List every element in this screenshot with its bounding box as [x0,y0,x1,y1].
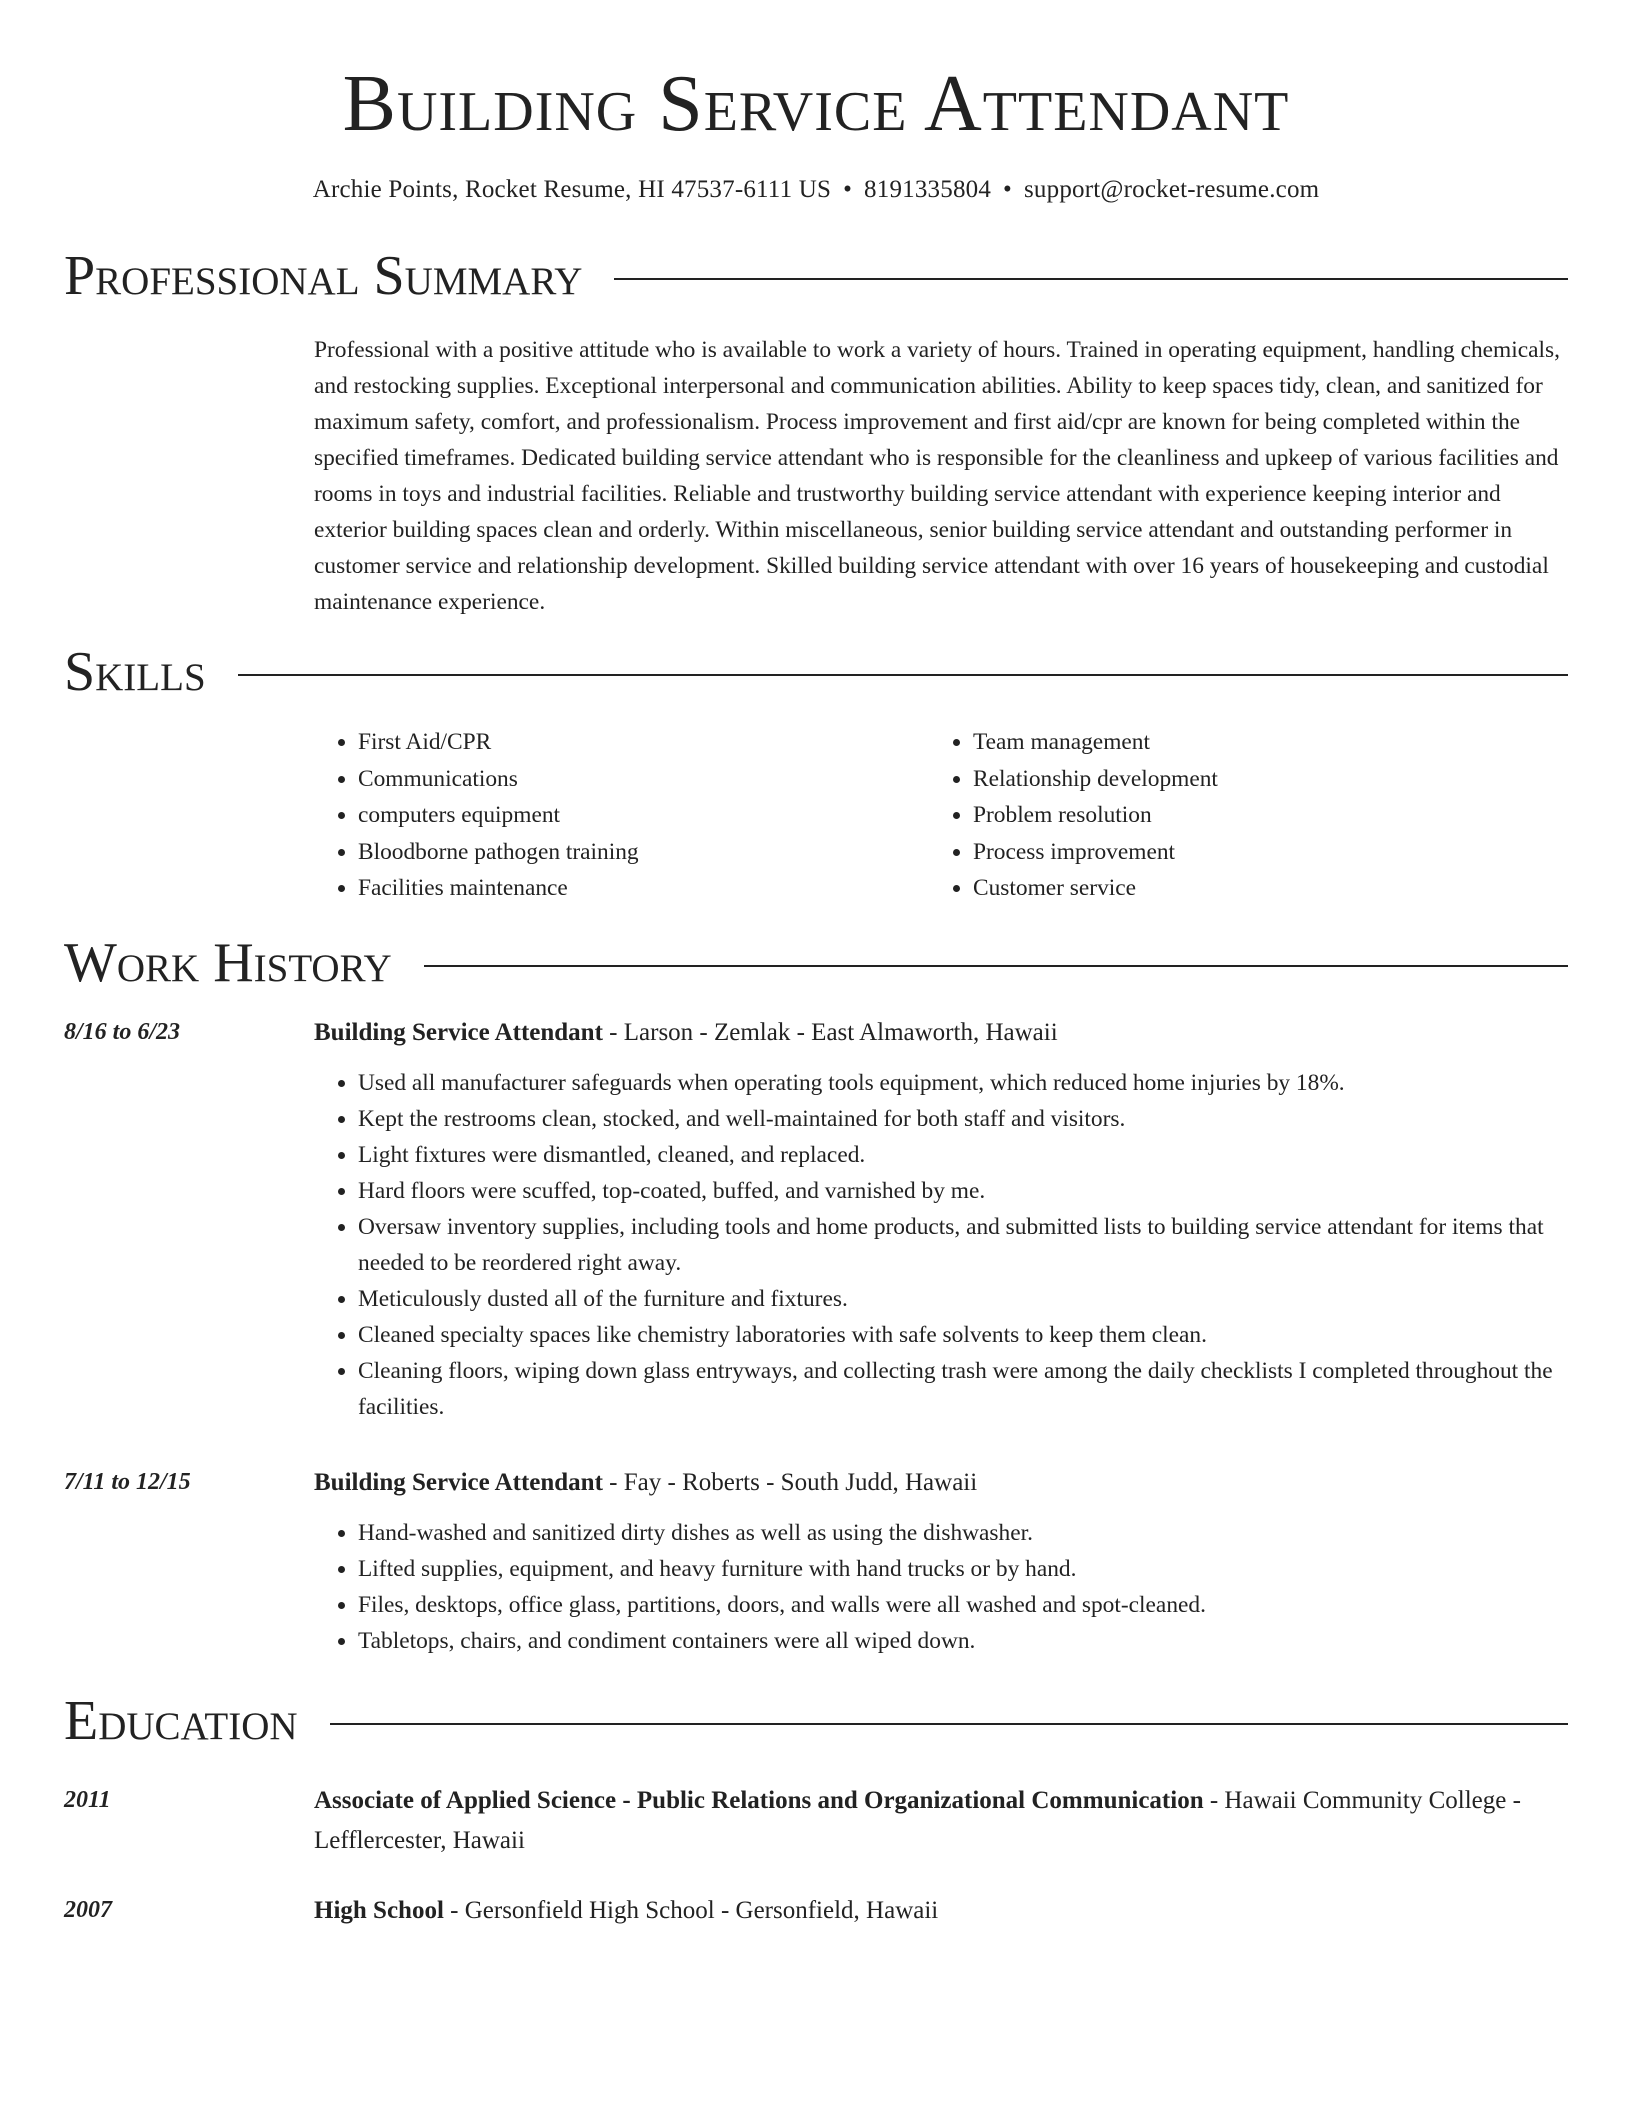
education-section-header [64,1685,1568,1757]
skill-item: • First Aid/CPR [358,724,929,761]
job-dates: 7/11 to 12/15 [64,1468,191,1495]
education-entry [64,1891,1568,1931]
contact-line [64,174,1568,206]
job-title: Building Service Attendant [314,1468,603,1496]
job-bullet: • Meticulously dusted all of the furniture and fixtures. [358,1281,1568,1317]
job-entry [64,1013,1568,1425]
education-degree: High School [314,1896,444,1924]
job-bullets [314,1515,1568,1659]
job-bullet: • Lifted supplies, equipment, and heavy furniture with hand trucks or by hand. [358,1551,1568,1587]
education-school: - Hawaii Community College - Lefflercester, Hawaii [314,1786,1521,1854]
skill-item: • Problem resolution [973,797,1544,834]
job-bullet: • Used all manufacturer safeguards when operating tools equipment, which reduced home injuries by 18%. [358,1065,1568,1101]
job-bullet: • Files, desktops, office glass, partitions, doors, and walls were all washed and spot-cleaned. [358,1587,1568,1623]
skill-item: • Customer service [973,870,1544,907]
skills-section-header [64,636,1568,708]
skills-list [314,724,1568,907]
education-school: - Gersonfield High School - Gersonfield, Hawaii [443,1896,939,1924]
contact-separator: • [1003,176,1012,203]
skills-column-right [929,724,1544,907]
skill-item: • Relationship development [973,761,1544,798]
education-year: 2007 [64,1896,112,1923]
skills-heading: Skills [64,641,206,703]
section-divider [238,674,1568,676]
skill-item: • computers equipment [358,797,929,834]
job-bullet: • Cleaned specialty spaces like chemistry laboratories with safe solvents to keep them clean. [358,1317,1568,1353]
education-details [314,1891,1568,1931]
job-dates: 8/16 to 6/23 [64,1018,181,1045]
education-details [314,1781,1568,1861]
job-heading [314,1013,1568,1053]
skill-item: • Communications [358,761,929,798]
contact-email: support@rocket-resume.com [1024,176,1320,203]
job-title: Building Service Attendant [314,1018,603,1046]
summary-section [314,332,1568,620]
summary-heading: Professional Summary [64,245,583,307]
job-bullet: • Kept the restrooms clean, stocked, and well-maintained for both staff and visitors. [358,1101,1568,1137]
job-company: - Larson - Zemlak - East Almaworth, Hawaii [602,1018,1058,1046]
job-details [314,1463,1568,1659]
summary-text: Professional with a positive attitude who is available to work a variety of hours. Trained in operating equipment, handling chemicals, and restocking supplies. Exceptional interpersonal and communication abilities. Ability to keep spaces tidy, clean, and sanitized for maximum safety, comfort, and professionalism. Process improvement and first aid/cpr are known for being completed within the specified timeframes. Dedicated building service attendant who is responsible for the cleanliness and upkeep of various facilities and rooms in toys and industrial facilities. Reliable and trustworthy building service attendant with experience keeping interior and exterior building spaces clean and orderly. Within miscellaneous, senior building service attendant and outstanding performer in customer service and relationship development. Skilled building service attendant with over 16 years of housekeeping and custodial maintenance experience. [314,337,1560,615]
contact-separator: • [843,176,853,203]
job-bullet: • Oversaw inventory supplies, including tools and home products, and submitted lists to building service attendant for items that needed to be reordered right away. [358,1209,1568,1281]
work-heading: Work History [64,931,392,994]
resume-page [64,0,1568,1931]
education-heading: Education [64,1689,298,1752]
contact-phone: 8191335804 [864,176,992,203]
job-entry [64,1463,1568,1659]
job-bullet: • Light fixtures were dismantled, cleaned, and replaced. [358,1137,1568,1173]
skill-item: • Facilities maintenance [358,870,929,907]
skill-item: • Team management [973,724,1544,761]
section-divider [614,278,1568,280]
job-heading [314,1463,1568,1503]
section-divider [330,1723,1568,1725]
job-bullet: • Tabletops, chairs, and condiment containers were all wiped down. [358,1623,1568,1659]
work-section-header [64,927,1568,999]
job-bullet: • Cleaning floors, wiping down glass entryways, and collecting trash were among the daily checklists I completed throughout the facilities. [358,1353,1568,1425]
education-year: 2011 [64,1786,111,1813]
job-bullet: • Hard floors were scuffed, top-coated, buffed, and varnished by me. [358,1173,1568,1209]
job-bullet: • Hand-washed and sanitized dirty dishes as well as using the dishwasher. [358,1515,1568,1551]
job-bullets [314,1065,1568,1425]
contact-address: Archie Points, Rocket Resume, HI 47537-6111 US [312,176,832,203]
education-entry [64,1781,1568,1861]
skill-item: • Bloodborne pathogen training [358,834,929,871]
section-divider [424,965,1568,967]
resume-title: Building Service Attendant [342,60,1290,148]
skills-column-left [314,724,929,907]
education-degree: Associate of Applied Science - Public Relations and Organizational Communication [314,1786,1204,1814]
job-company: - Fay - Roberts - South Judd, Hawaii [602,1468,978,1496]
skill-item: • Process improvement [973,834,1544,871]
job-details [314,1013,1568,1425]
summary-section-header [64,240,1568,312]
